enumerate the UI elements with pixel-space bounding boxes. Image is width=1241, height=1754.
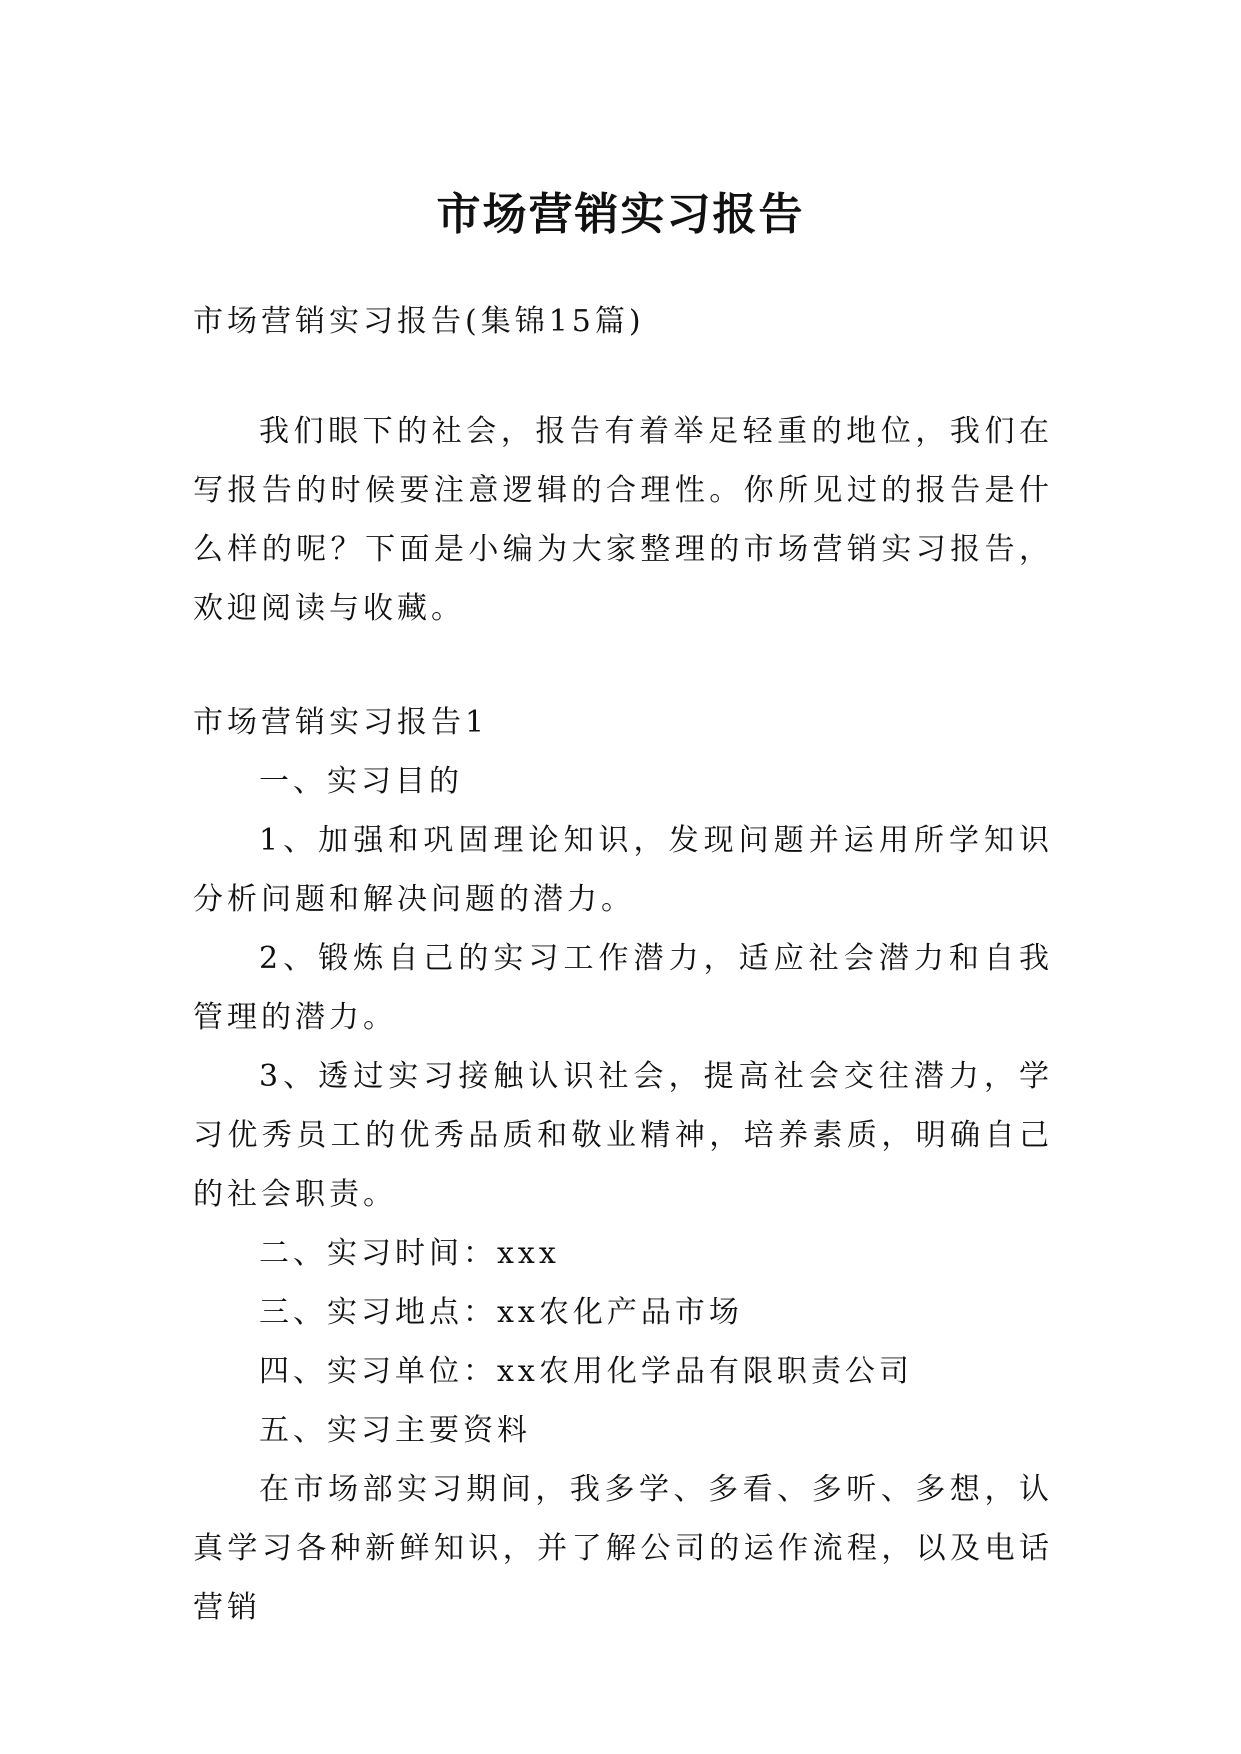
body-paragraph: 在市场部实习期间，我多学、多看、多听、多想，认真学习各种新鲜知识，并了解公司的运作流程，以及电话营销: [193, 1472, 1053, 1625]
body-paragraph: 1、加强和巩固理论知识，发现问题并运用所学知识分析问题和解决问题的潜力。: [193, 823, 1053, 917]
section-heading: 市场营销实习报告1: [193, 705, 489, 740]
body-paragraph: 四、实习单位：xx农用化学品有限职责公司: [259, 1354, 913, 1389]
body-paragraph: 三、实习地点：xx农化产品市场: [259, 1295, 743, 1330]
report-body: [193, 693, 1053, 1637]
document-subtitle: 市场营销实习报告(集锦15篇): [193, 304, 645, 339]
body-paragraph: 3、透过实习接触认识社会，提高社会交往潜力，学习优秀员工的优秀品质和敬业精神，培养素质，明确自己的社会职责。: [193, 1059, 1053, 1212]
body-paragraph: 2、锻炼自己的实习工作潜力，适应社会潜力和自我管理的潜力。: [193, 941, 1053, 1035]
intro-paragraph: 我们眼下的社会，报告有着举足轻重的地位，我们在写报告的时候要注意逻辑的合理性。你所见过的报告是什么样的呢？下面是小编为大家整理的市场营销实习报告，欢迎阅读与收藏。: [193, 414, 1053, 626]
body-paragraph: 五、实习主要资料: [259, 1413, 531, 1448]
body-paragraph: 一、实习目的: [259, 764, 463, 799]
document-title: 市场营销实习报告: [436, 189, 805, 241]
body-paragraph: 二、实习时间：xxx: [259, 1236, 560, 1271]
